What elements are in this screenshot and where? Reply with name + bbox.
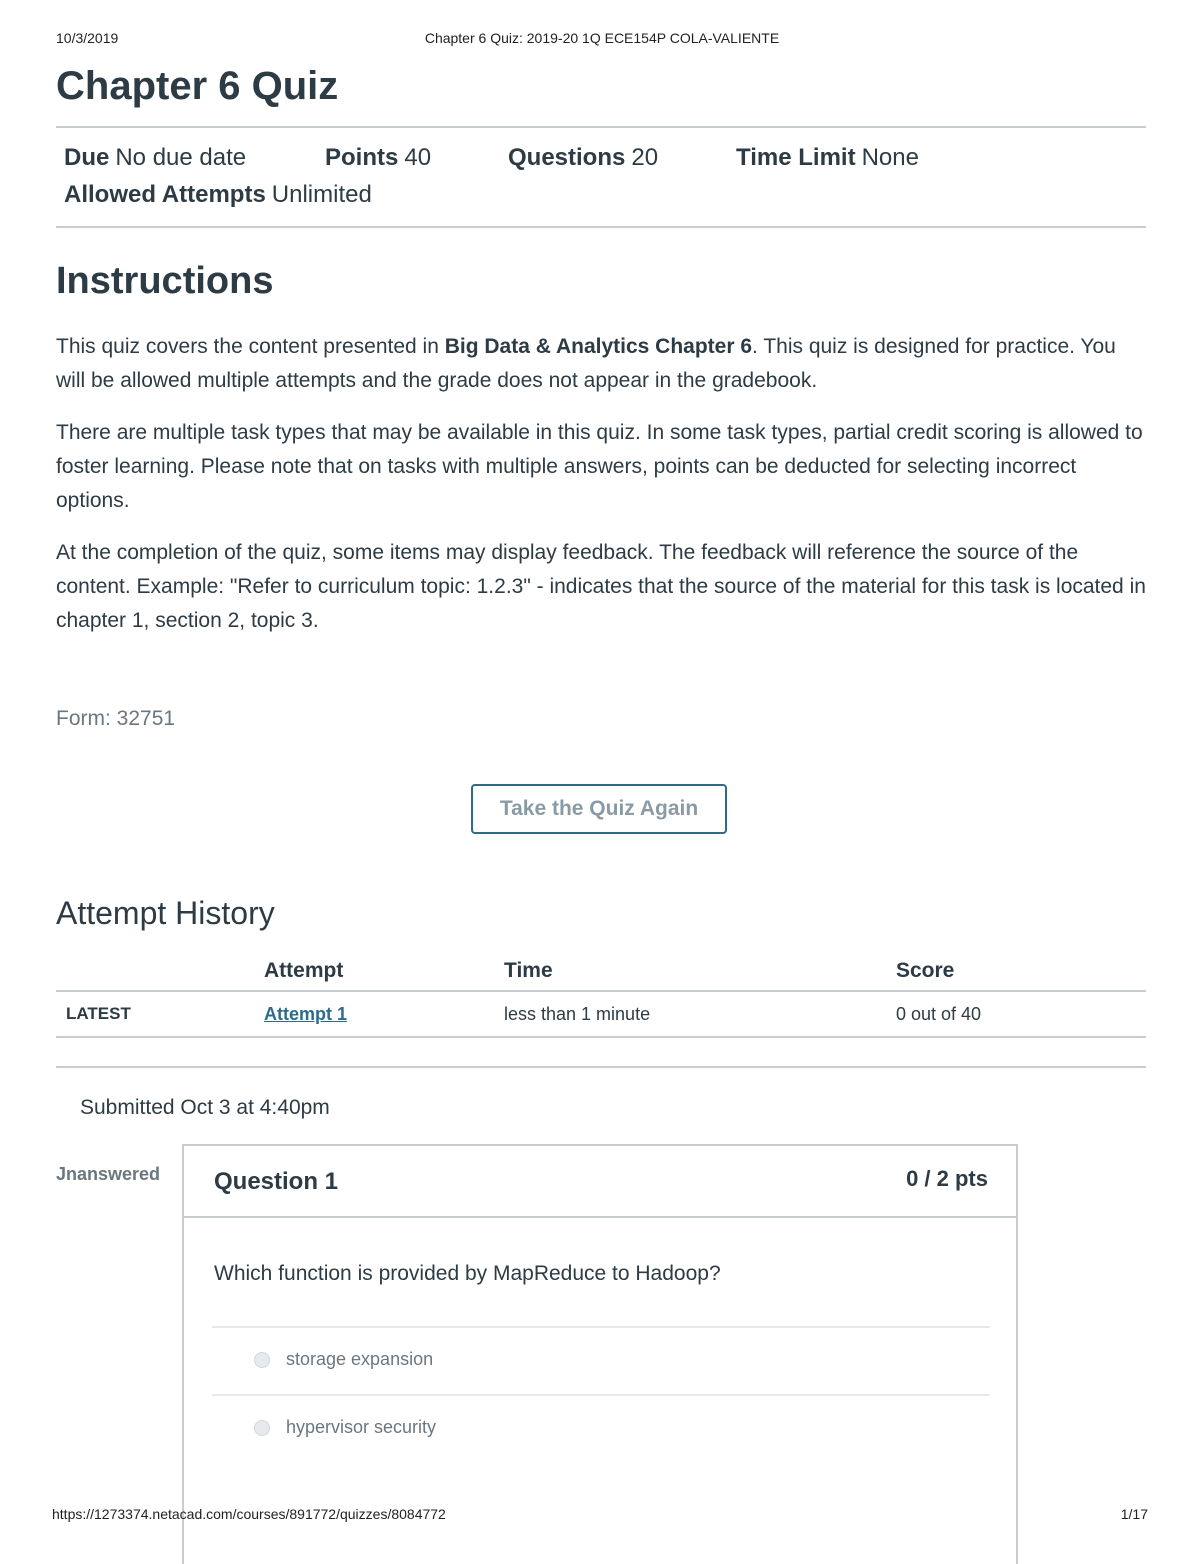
allowed-attempts-label: Allowed Attempts [64, 181, 266, 208]
print-footer [52, 1506, 1148, 1526]
attempt-history-table [56, 952, 1146, 1038]
allowed-attempts-detail [64, 181, 372, 209]
due-detail [64, 144, 246, 172]
instructions-paragraph: There are multiple task types that may be available in this quiz. In some task types, partial credit scoring is allowed to foster learning. Please note that on tasks with multiple answers, points can be deducted for selecting incorrect options. [56, 421, 1143, 512]
time-limit-label: Time Limit [736, 144, 856, 171]
chapter-reference: Big Data & Analytics Chapter 6 [444, 335, 753, 358]
submitted-timestamp: Submitted Oct 3 at 4:40pm [80, 1096, 330, 1119]
question-header [184, 1146, 1016, 1218]
radio-button[interactable] [254, 1352, 270, 1368]
radio-button[interactable] [254, 1420, 270, 1436]
due-label: Due [64, 144, 110, 171]
instructions-paragraph: This quiz covers the content presented in Big Data & Analytics Chapter 6. This quiz is designed for practice. You will be allowed multiple attempts and the grade does not appear in the gradebook. [56, 335, 1116, 392]
instructions-body [56, 330, 1146, 656]
divider [56, 1066, 1146, 1068]
question-text: Which function is provided by MapReduce to Hadoop? [214, 1262, 721, 1285]
time-cell: less than 1 minute [504, 991, 896, 1037]
points-detail [325, 144, 431, 172]
table-header-row [56, 952, 1146, 991]
answer-label: hypervisor security [286, 1417, 437, 1437]
attempt-link[interactable]: Attempt 1 [264, 1003, 348, 1024]
attempt-cell [264, 991, 504, 1037]
page-title: Chapter 6 Quiz [56, 64, 339, 108]
time-limit-value: None [861, 144, 919, 171]
points-value: 40 [404, 144, 432, 171]
question-title: Question 1 [214, 1168, 339, 1195]
form-number: Form: 32751 [56, 707, 176, 730]
questions-value: 20 [631, 144, 659, 171]
instructions-title: Instructions [56, 260, 274, 302]
instructions-paragraph: At the completion of the quiz, some items may display feedback. The feedback will reference the source of the content. Example: "Refer to curriculum topic: 1.2.3" - indicates that the source of the material for this task is located in chapter 1, section 2, topic 3. [56, 541, 1146, 632]
score-cell: 0 out of 40 [896, 991, 1146, 1037]
take-quiz-again-button[interactable]: Take the Quiz Again [471, 784, 727, 834]
attempt-history-title: Attempt History [56, 895, 275, 931]
answer-list [212, 1326, 990, 1462]
divider [56, 226, 1146, 228]
column-header-tag [56, 952, 264, 991]
column-header-attempt: Attempt [264, 952, 504, 991]
print-url: https://1273374.netacad.com/courses/891772/quizzes/8084772 [52, 1506, 446, 1522]
answer-label: storage expansion [286, 1349, 434, 1369]
question-card [182, 1144, 1018, 1564]
answer-option[interactable] [212, 1394, 990, 1462]
time-limit-detail [736, 144, 919, 172]
page-number: 1/17 [1120, 1506, 1148, 1522]
print-date: 10/3/2019 [56, 30, 119, 46]
unanswered-flag: Jnanswered [56, 1164, 161, 1184]
due-value: No due date [115, 144, 247, 171]
points-label: Points [325, 144, 399, 171]
questions-detail [508, 144, 658, 172]
column-header-time: Time [504, 952, 896, 991]
divider [56, 126, 1146, 128]
answer-option[interactable] [212, 1326, 990, 1394]
column-header-score: Score [896, 952, 1146, 991]
print-header [56, 30, 1148, 50]
latest-tag: LATEST [56, 991, 264, 1037]
questions-label: Questions [508, 144, 626, 171]
quiz-details [64, 144, 1140, 218]
table-row [56, 991, 1146, 1037]
allowed-attempts-value: Unlimited [271, 181, 372, 208]
question-points: 0 / 2 pts [906, 1166, 988, 1191]
print-document-title: Chapter 6 Quiz: 2019-20 1Q ECE154P COLA-VALIENTE [424, 30, 780, 46]
